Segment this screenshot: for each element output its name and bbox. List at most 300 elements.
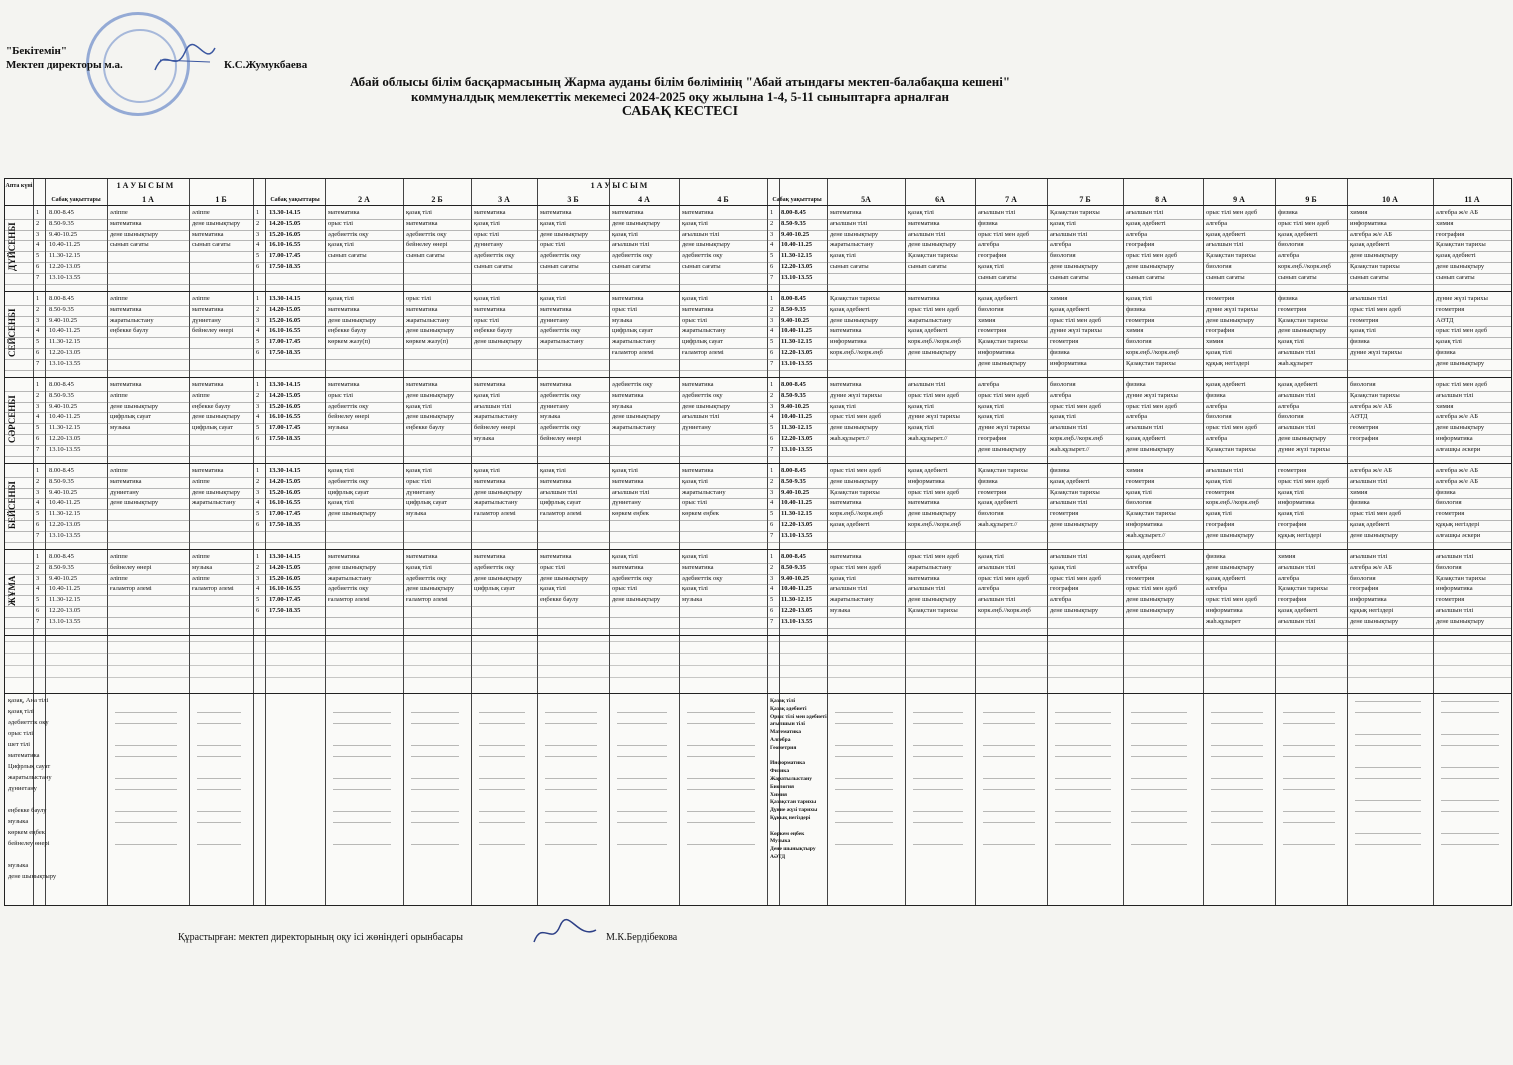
lesson-cell: ғаламтор әлемі [540,510,582,518]
lesson-number: 1 [256,209,260,216]
lesson-cell: қазақ тілі [1278,488,1304,496]
lesson-cell: математика [328,305,360,313]
class-header: 10 А [1382,195,1398,204]
teacher-entry [1211,712,1263,713]
lesson-time: 12.20-13.05 [49,607,81,614]
lesson-cell: дене шынықтыру [540,230,589,238]
lesson-cell: дене шынықтыру [1436,617,1485,625]
lesson-cell: алгебра [1206,219,1228,227]
lesson-cell: сынып сағаты [908,263,947,270]
row-rule [5,284,1511,285]
lesson-cell: әліппе [110,209,128,216]
lesson-cell: дене шынықтыру [1436,263,1485,270]
lesson-time: 17.50-18.35 [269,263,301,270]
lesson-cell: алгебра [1278,402,1300,410]
lesson-cell: сынып сағаты [540,263,579,270]
lesson-number: 1 [36,209,40,216]
teacher-entry [545,745,597,746]
lesson-cell: қазақ тілі [612,553,638,560]
lesson-number: 4 [256,499,260,507]
subject-name: музыка [8,818,29,825]
lesson-cell: сынып сағаты [1126,273,1165,281]
lesson-cell: математика [540,553,572,560]
lesson-cell: дене шынықтыру [192,219,241,227]
approval-block [6,44,308,72]
lesson-cell: бейнелеу өнері [406,241,448,249]
lesson-time: 17.50-18.35 [269,349,301,356]
lesson-time: 9.40-10.25 [49,402,78,410]
class-header: 1 А [142,195,154,204]
bell-header-a: Сабақ уақыттары [51,197,101,203]
teacher-entry [1355,734,1421,735]
teacher-entry [333,844,391,845]
lesson-number: 6 [36,607,40,614]
lesson-number: 3 [770,402,774,410]
lesson-cell: музыка [682,596,703,604]
lesson-cell: геометрия [1436,596,1465,604]
teacher-entry [1355,712,1421,713]
lesson-cell: биология [1126,499,1152,507]
lesson-time: 16.10-16.55 [269,499,301,507]
teacher-entry [913,811,963,812]
lesson-cell: математика [192,305,224,313]
lesson-number: 4 [36,241,40,249]
lesson-cell: геометрия [1278,467,1307,474]
lesson-cell: қазақ тілі [328,467,354,474]
lesson-cell: география [1350,585,1379,593]
lesson-cell: әліппе [110,574,128,582]
lesson-cell: әліппе [192,477,210,485]
lesson-cell: ағылшын тілі [1436,553,1474,560]
teacher-entry [1441,800,1499,801]
teacher-entry [687,844,755,845]
subject-name: дүниетану [8,785,37,792]
lesson-cell: биология [1206,263,1232,270]
title-line1: Абай облысы білім басқармасының Жарма ауданы білім бөлімінің "Абай атындағы мектеп-балабақша кешені" [349,74,1011,89]
teacher-entry [197,745,241,746]
lesson-cell: орыс тілі [682,499,708,507]
lesson-cell: математика [612,477,644,485]
lesson-cell: орыс тілі мен әдеб [1278,477,1330,485]
lesson-cell: жаһ.құзырет.// [830,435,870,442]
lesson-cell: жаратылыстану [682,488,726,496]
teacher-entry [115,712,177,713]
lesson-cell: еңбекке баулу [474,327,513,335]
lesson-cell: математика [540,209,572,216]
teacher-entry [835,778,893,779]
lesson-cell: корк.еңб.//корк.еңб [830,349,883,356]
lesson-cell: бейнелеу өнері [474,424,516,432]
lesson-cell: математика [682,467,714,474]
lesson-number: 6 [36,435,40,442]
lesson-cell: қазақ әдебиеті [1436,252,1476,260]
lesson-cell: ағылшын тілі [1206,467,1244,474]
row-rule [5,641,1511,642]
lesson-cell: ағылшын тілі [1436,607,1474,614]
lesson-cell: орыс тілі мен әдеб [908,553,960,560]
lesson-cell: информатика [830,338,867,346]
lesson-cell: әліппе [110,391,128,399]
teacher-entry [1441,778,1499,779]
lesson-cell: дүниетану [406,488,435,496]
lesson-cell: математика [328,381,360,388]
lesson-cell: қазақ тілі [830,252,856,260]
teacher-entry [1355,800,1421,801]
lesson-cell: дене шынықтыру [1350,252,1399,260]
teacher-entry [411,712,459,713]
teacher-entry [835,745,893,746]
lesson-cell: алгебра ж/е АБ [1436,477,1478,485]
lesson-time: 15.20-16.05 [269,402,301,410]
teacher-entry [197,756,241,757]
lesson-cell: жаһ.құзырет [1278,359,1313,367]
day-separator [5,291,1511,292]
lesson-time: 9.40-10.25 [781,574,810,582]
lesson-cell: биология [1350,381,1376,388]
lesson-cell: қазақ тілі [540,295,566,302]
lesson-cell: дене шынықтыру [1278,327,1327,335]
lesson-cell: Қазақстан тарихы [908,252,958,260]
lesson-cell: сынып сағаты [1350,273,1389,281]
lesson-cell: химия [978,316,996,324]
teacher-entry [1055,745,1111,746]
lesson-cell: ағылшын тілі [1206,241,1244,249]
lesson-number: 2 [770,563,774,571]
teacher-entry [545,712,597,713]
lesson-cell: ағылшын тілі [978,563,1016,571]
lesson-number: 4 [256,327,260,335]
teacher-entry [617,756,667,757]
lesson-cell: жаһ.құзырет.// [978,521,1018,528]
lesson-number: 1 [770,553,774,560]
lesson-number: 6 [256,349,260,356]
lesson-number: 4 [256,585,260,593]
lesson-cell: дене шынықтыру [1350,617,1399,625]
lesson-cell: Қазақстан тарихы [978,338,1028,346]
lesson-time: 13.10-13.55 [781,445,813,453]
teacher-entry [835,822,893,823]
lesson-cell: математика [908,499,940,507]
lesson-number: 3 [36,316,40,324]
lesson-cell: қазақ тілі [406,563,432,571]
lesson-cell: жаратылыстану [540,338,584,346]
teacher-entry [835,712,893,713]
teacher-entry [333,822,391,823]
lesson-time: 11.30-12.15 [49,338,81,346]
lesson-cell: қазақ тілі [1126,488,1152,496]
lesson-cell: математика [110,305,142,313]
lesson-cell: орыс тілі мен әдеб [978,391,1030,399]
lesson-cell: әдебиеттік оқу [328,402,369,410]
lesson-cell: қазақ тілі [1436,338,1462,346]
lesson-time: 12.20-13.05 [49,435,81,442]
lesson-cell: математика [474,477,506,485]
lesson-time: 13.10-13.55 [781,359,813,367]
lesson-cell: информатика [1206,607,1243,614]
lesson-time: 12.20-13.05 [49,521,81,528]
class-header: 6А [935,195,945,204]
lesson-number: 5 [36,424,40,432]
lesson-cell: информатика [1436,435,1473,442]
lesson-number: 5 [36,596,40,604]
lesson-cell: дүниетану [192,316,221,324]
teacher-entry [545,778,597,779]
lesson-number: 2 [36,563,40,571]
day-separator [5,377,1511,378]
teacher-entry [479,811,525,812]
lesson-cell: жаратылыстану [830,596,874,604]
lesson-cell: информатика [908,477,945,485]
lesson-cell: қазақ тілі [682,219,708,227]
teacher-entry [1283,756,1335,757]
teacher-entry [479,822,525,823]
row-rule [5,456,1511,457]
lesson-number: 3 [770,488,774,496]
lesson-cell: орыс тілі [540,563,566,571]
lesson-cell: дене шынықтыру [1436,424,1485,432]
teacher-entry [983,844,1035,845]
class-header: 7 Б [1079,195,1091,204]
teacher-entry [1055,811,1111,812]
lesson-cell: математика [612,563,644,571]
lesson-cell: қазақ тілі [406,209,432,216]
lesson-cell: орыс тілі мен әдеб [908,391,960,399]
lesson-cell: жаһ.құзырет [1206,617,1241,625]
lesson-cell: алгебра [1206,402,1228,410]
lesson-cell: дене шынықтыру [540,574,589,582]
lesson-cell: физика [978,219,998,227]
lesson-cell: әдебиеттік оқу [328,230,369,238]
lesson-cell: дене шынықтыру [1126,607,1175,614]
lesson-cell: информатика [1278,499,1315,507]
lesson-number: 5 [256,510,260,518]
lesson-number: 6 [770,435,774,442]
lesson-time: 10.40-11.25 [781,327,813,335]
lesson-time: 11.30-12.15 [781,338,813,346]
lesson-cell: алгебра ж/е АБ [1350,230,1392,238]
lesson-cell: сынып сағаты [406,252,445,260]
teacher-entry [1283,789,1335,790]
lesson-cell: бейнелеу өнері [110,563,152,571]
teacher-entry [1055,822,1111,823]
lesson-cell: қазақ тілі [1050,219,1076,227]
lesson-cell: химия [1350,488,1368,496]
lesson-time: 10.40-11.25 [781,499,813,507]
lesson-cell: ағылшын тілі [612,488,650,496]
teacher-entry [197,778,241,779]
teacher-entry [411,745,459,746]
lesson-number: 3 [256,488,260,496]
teacher-entry [1355,811,1421,812]
teacher-entry [1211,844,1263,845]
lesson-time: 12.20-13.05 [781,435,813,442]
lesson-cell: орыс тілі [474,230,500,238]
lesson-cell: физика [1278,295,1298,302]
teacher-entry [1131,822,1187,823]
teacher-entry [1131,745,1187,746]
teacher-entry [197,789,241,790]
teacher-entry [1055,712,1111,713]
teacher-entry [1131,756,1187,757]
lesson-cell: әліппе [110,295,128,302]
lesson-cell: қазақ тілі [908,209,934,216]
lesson-cell: әдебиеттік оқу [328,585,369,593]
lesson-cell: Қазақстан тарихы [908,607,958,614]
teacher-entry [687,811,755,812]
subject-name: Дене шынықтыру [770,846,816,853]
lesson-cell: әдебиеттік оқу [682,391,723,399]
lesson-cell: геометрия [1350,316,1379,324]
teacher-entry [1131,789,1187,790]
lesson-cell: қазақ тілі [1278,338,1304,346]
lesson-cell: қазақ тілі [328,499,354,507]
lesson-cell: математика [192,230,224,238]
lesson-time: 8.00-8.45 [781,553,806,560]
lesson-cell: биология [1050,381,1076,388]
lesson-cell: география [1206,521,1235,528]
lesson-cell: ағылшын тілі [1050,230,1088,238]
lesson-time: 8.00-8.45 [781,209,806,216]
lesson-cell: математика [830,553,862,560]
lesson-cell: дүниетану [474,241,503,249]
teacher-entry [197,822,241,823]
lesson-cell: Қазақстан тарихы [830,295,880,302]
lesson-cell: дене шынықтыру [328,563,377,571]
subject-name: Музыка [770,838,791,845]
lesson-cell: қазақ тілі [1126,295,1152,302]
lesson-cell: дене шынықтыру [612,219,661,227]
lesson-cell: география [1436,230,1465,238]
class-header: 7 А [1005,195,1017,204]
lesson-time: 8.00-8.45 [49,467,74,474]
bell-header-b: Сабақ уақыттары [270,197,320,203]
lesson-time: 17.00-17.45 [269,510,301,518]
lesson-cell: химия [1436,219,1454,227]
lesson-cell: дене шынықтыру [110,402,159,410]
lesson-cell: музыка [830,607,851,614]
lesson-number: 2 [256,391,260,399]
lesson-cell: математика [110,477,142,485]
lesson-cell: ағылшын тілі [830,219,868,227]
lesson-cell: дене шынықтыру [1050,521,1099,528]
lesson-cell: АӘТД [1436,316,1454,324]
lesson-cell: сынып сағаты [682,263,721,270]
teacher-entry [115,844,177,845]
row-rule [5,653,1511,654]
document-title [250,74,1110,119]
lesson-number: 2 [770,305,774,313]
lesson-cell: әліппе [192,391,210,399]
teacher-entry [197,712,241,713]
lesson-cell: математика [682,563,714,571]
teacher-entry [1055,756,1111,757]
lesson-cell: дене шынықтыру [406,413,455,421]
lesson-cell: жаратылыстану [908,563,952,571]
teacher-entry [687,712,755,713]
lesson-cell: дүние жүзі тарихы [908,413,960,421]
teacher-entry [1131,723,1187,724]
lesson-cell: математика [540,477,572,485]
lesson-time: 10.40-11.25 [781,413,813,421]
lesson-cell: ағылшын тілі [908,230,946,238]
teacher-entry [617,745,667,746]
lesson-cell: орыс тілі [540,241,566,249]
lesson-cell: орыс тілі мен әдеб [1126,402,1178,410]
lesson-time: 14.20-15.05 [269,563,301,571]
lesson-cell: ағылшын тілі [1350,477,1388,485]
teacher-entry [617,789,667,790]
lesson-cell: қазақ тілі [540,219,566,227]
teacher-entry [411,844,459,845]
lesson-cell: құқық негіздері [1206,359,1250,367]
teacher-entry [1211,811,1263,812]
lesson-cell: қазақ тілі [908,402,934,410]
lesson-cell: Қазақстан тарихы [1350,263,1400,270]
lesson-cell: дүние жүзі тарихы [1278,445,1330,453]
lesson-cell: қазақ тілі [1350,327,1376,335]
lesson-cell: сынып сағаты [978,273,1017,281]
lesson-cell: қазақ тілі [1278,510,1304,518]
teacher-entry [617,723,667,724]
lesson-cell: дене шынықтыру [1206,563,1255,571]
lesson-number: 6 [256,435,260,442]
lesson-cell: математика [830,381,862,388]
lesson-cell: ағылшын тілі [978,596,1016,604]
teacher-entry [617,811,667,812]
lesson-number: 7 [36,359,40,367]
lesson-cell: география [1278,521,1307,528]
lesson-time: 8.50-9.35 [781,391,806,399]
lesson-cell: геометрия [1436,305,1465,313]
teacher-entry [1441,745,1499,746]
lesson-time: 11.30-12.15 [49,424,81,432]
lesson-cell: физика [1436,488,1456,496]
lesson-time: 15.20-16.05 [269,574,301,582]
lesson-cell: орыс тілі [474,316,500,324]
lesson-cell: әдебиеттік оқу [540,391,581,399]
teacher-entry [333,789,391,790]
lesson-number: 6 [770,263,774,270]
lesson-number: 1 [256,295,260,302]
teacher-entry [1441,844,1499,845]
lesson-cell: қазақ әдебиеті [978,499,1018,507]
lesson-cell: дене шынықтыру [978,445,1027,453]
shift2-header: 1 А У Ы С Ы М [590,181,648,190]
lesson-cell: әдебиеттік оқу [474,563,515,571]
lesson-cell: қазақ тілі [1050,563,1076,571]
lesson-cell: еңбекке баулу [110,327,149,335]
lesson-cell: ағылшын тілі [978,209,1016,216]
lesson-cell: қазақ тілі [682,553,708,560]
lesson-cell: химия [1436,402,1454,410]
lesson-cell: алғашқы әскери [1436,531,1481,539]
lesson-cell: еңбекке баулу [406,424,445,432]
lesson-cell: қазақ тілі [1050,413,1076,421]
teacher-entry [1055,723,1111,724]
lesson-cell: информатика [1436,585,1473,593]
teacher-entry [115,811,177,812]
day-label: БЕЙСЕНБІ [7,481,17,529]
teacher-entry [479,723,525,724]
subject-name: математика [8,752,40,759]
lesson-time: 17.50-18.35 [269,521,301,528]
lesson-cell: ғаламтор әлемі [110,585,152,593]
lesson-cell: орыс тілі [406,477,432,485]
lesson-cell: химия [1350,209,1368,216]
lesson-cell: жаратылыстану [612,424,656,432]
lesson-time: 8.00-8.45 [49,295,74,302]
lesson-cell: қазақ тілі [830,402,856,410]
